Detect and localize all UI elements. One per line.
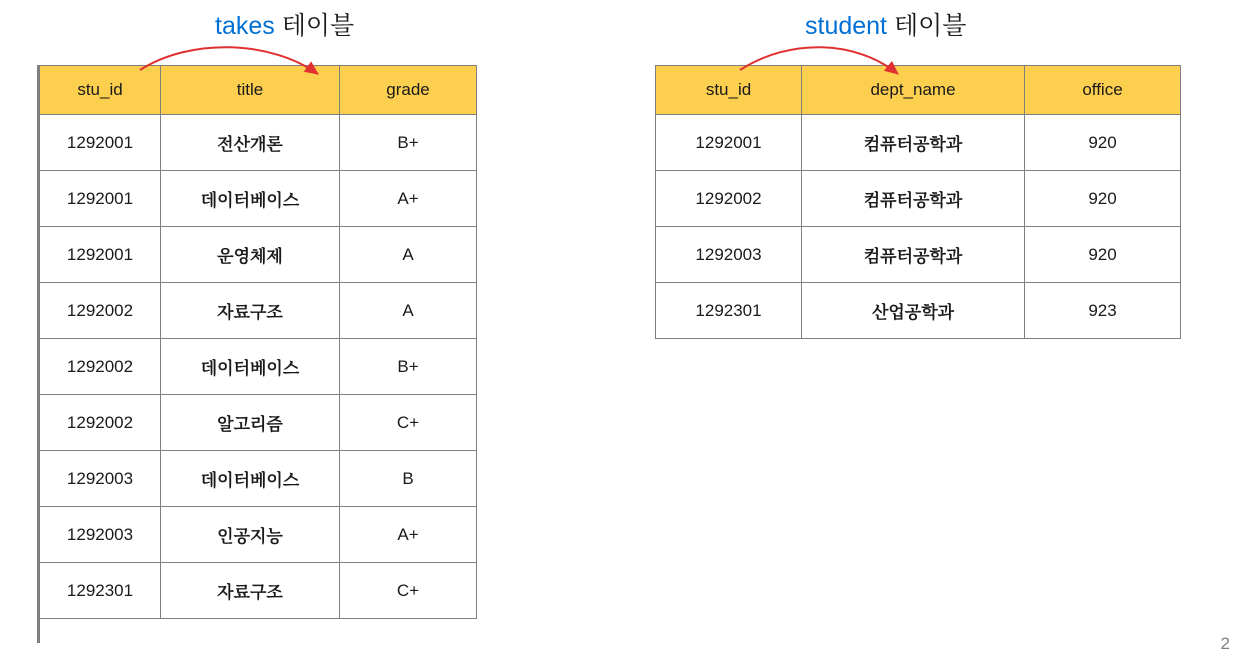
cell-stu-id: 1292301 — [656, 283, 802, 339]
cell-title: 데이터베이스 — [161, 451, 340, 507]
table-row — [656, 115, 1181, 171]
table-row — [40, 451, 477, 507]
column-header-stu-id: stu_id — [40, 66, 161, 115]
cell-stu-id: 1292002 — [40, 395, 161, 451]
cell-stu-id: 1292002 — [40, 283, 161, 339]
cell-grade: A — [340, 227, 477, 283]
cell-grade: B+ — [340, 339, 477, 395]
student-title-suffix: 테이블 — [887, 12, 967, 40]
cell-grade: C+ — [340, 563, 477, 619]
takes-title-suffix: 테이블 — [274, 12, 355, 40]
cell-title: 자료구조 — [161, 283, 340, 339]
cell-stu-id: 1292001 — [40, 227, 161, 283]
takes-table-title — [215, 6, 354, 42]
table-row — [40, 507, 477, 563]
student-title-keyword: student — [805, 12, 888, 40]
table-row — [656, 171, 1181, 227]
cell-office: 923 — [1025, 283, 1181, 339]
table-header-row — [656, 66, 1181, 115]
cell-office: 920 — [1025, 115, 1181, 171]
table-row — [40, 283, 477, 339]
cell-grade: C+ — [340, 395, 477, 451]
table-row — [40, 171, 477, 227]
cell-grade: B — [340, 451, 477, 507]
student-table-title — [805, 6, 966, 42]
cell-stu-id: 1292003 — [40, 507, 161, 563]
table-row — [656, 283, 1181, 339]
cell-title: 알고리즘 — [161, 395, 340, 451]
takes-title-keyword: takes — [215, 12, 275, 40]
cell-stu-id: 1292003 — [40, 451, 161, 507]
cell-dept-name: 컴퓨터공학과 — [802, 171, 1025, 227]
cell-grade: A+ — [340, 171, 477, 227]
cell-stu-id: 1292001 — [40, 171, 161, 227]
column-header-dept-name: dept_name — [802, 66, 1025, 115]
cell-title: 인공지능 — [161, 507, 340, 563]
cell-title: 데이터베이스 — [161, 171, 340, 227]
cell-grade: A+ — [340, 507, 477, 563]
table-row — [40, 227, 477, 283]
cell-stu-id: 1292002 — [656, 171, 802, 227]
cell-stu-id: 1292001 — [40, 115, 161, 171]
cell-grade: B+ — [340, 115, 477, 171]
column-header-stu-id: stu_id — [656, 66, 802, 115]
cell-stu-id: 1292003 — [656, 227, 802, 283]
cell-dept-name: 컴퓨터공학과 — [802, 227, 1025, 283]
cell-stu-id: 1292002 — [40, 339, 161, 395]
cell-grade: A — [340, 283, 477, 339]
cell-title: 운영체제 — [161, 227, 340, 283]
table-row — [656, 227, 1181, 283]
cell-office: 920 — [1025, 227, 1181, 283]
cell-dept-name: 산업공학과 — [802, 283, 1025, 339]
column-header-office: office — [1025, 66, 1181, 115]
table-row — [40, 339, 477, 395]
table-row — [40, 395, 477, 451]
table-header-row — [40, 66, 477, 115]
takes-table-left-edge — [37, 65, 40, 643]
cell-title: 데이터베이스 — [161, 339, 340, 395]
column-header-title: title — [161, 66, 340, 115]
column-header-grade: grade — [340, 66, 477, 115]
cell-title: 자료구조 — [161, 563, 340, 619]
cell-stu-id: 1292301 — [40, 563, 161, 619]
cell-office: 920 — [1025, 171, 1181, 227]
table-row — [40, 115, 477, 171]
cell-dept-name: 컴퓨터공학과 — [802, 115, 1025, 171]
takes-table — [39, 65, 477, 619]
table-row — [40, 563, 477, 619]
page-number: 2 — [1220, 634, 1230, 653]
cell-stu-id: 1292001 — [656, 115, 802, 171]
student-table — [655, 65, 1181, 339]
cell-title: 전산개론 — [161, 115, 340, 171]
